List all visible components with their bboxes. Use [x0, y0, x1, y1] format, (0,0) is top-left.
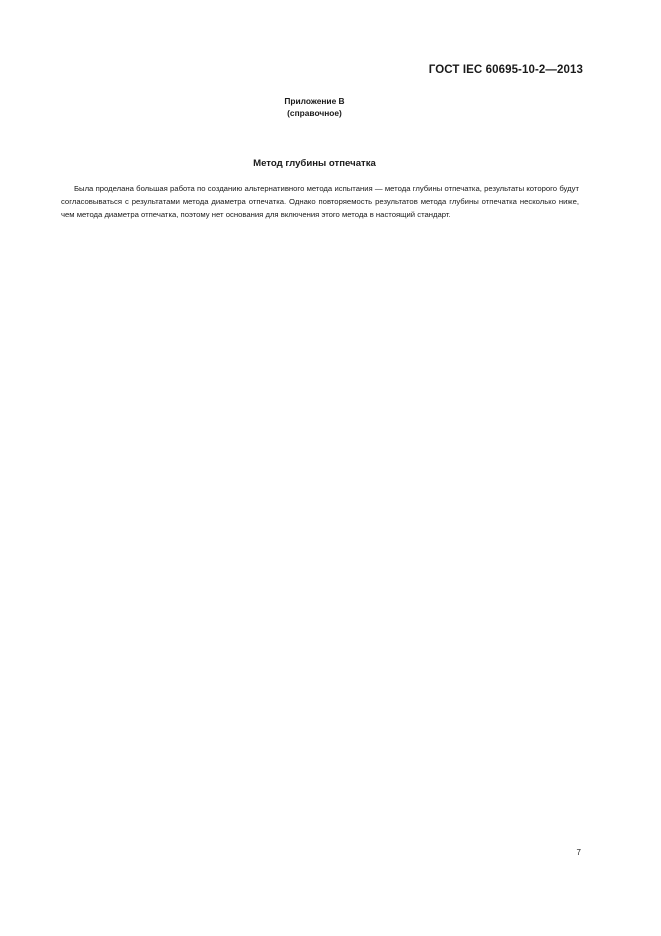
- annex-heading: [0, 95, 629, 119]
- body-paragraph: Была проделана большая работа по созданию альтернативного метода испытания — метода глубины отпечатка, результаты которого будут согласовываться с результатами метода диаметра отпечатка. Однако повторяемость результатов метода глубины отпечатка несколько ниже, чем метода диаметра отпечатка, поэтому нет основания для включения этого метода в настоящий стандарт.: [61, 184, 579, 220]
- document-code: ГОСТ IEC 60695-10-2—2013: [428, 64, 583, 76]
- annex-subtitle: (справочное): [287, 108, 342, 118]
- page-number: 7: [576, 848, 581, 857]
- section-title: Метод глубины отпечатка: [253, 158, 376, 169]
- annex-title: Приложение В: [284, 96, 345, 106]
